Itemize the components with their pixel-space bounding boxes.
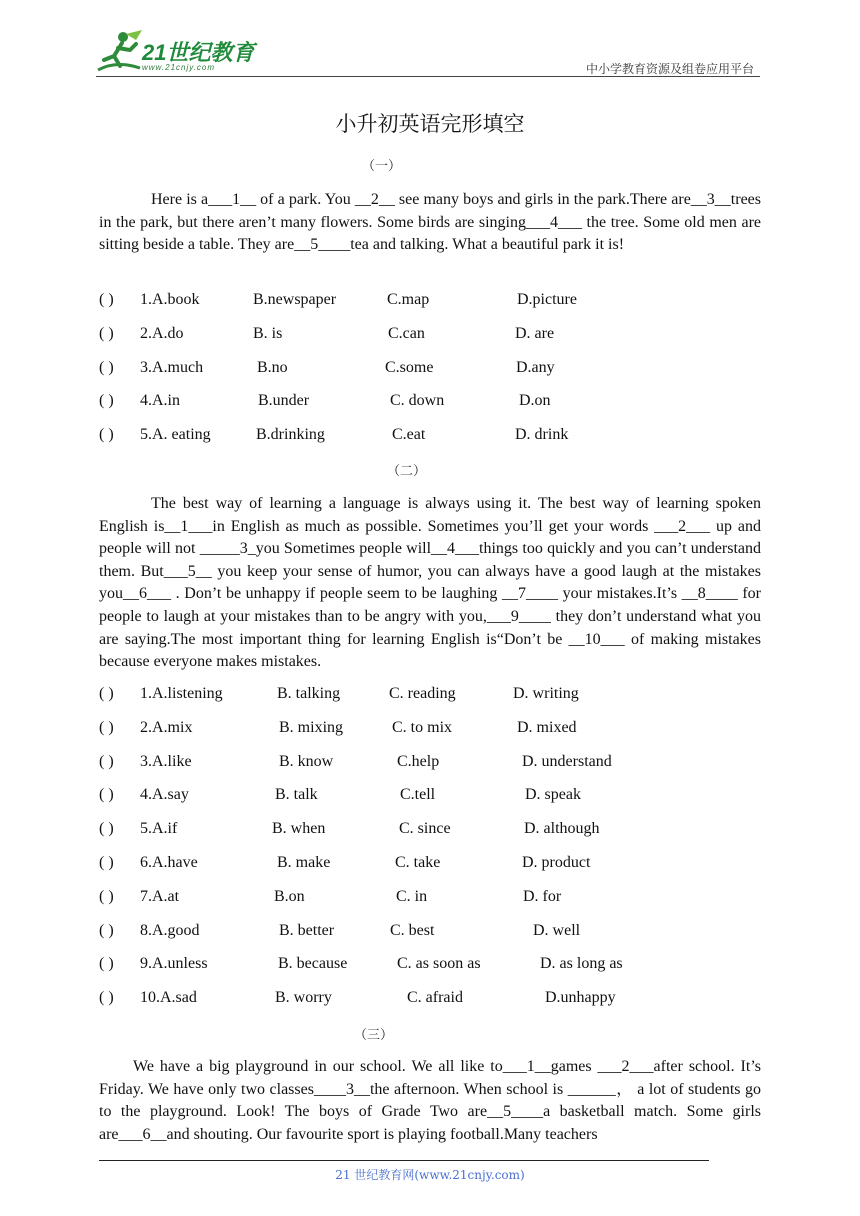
option-c: C. down [390,392,445,410]
option-d: D.picture [517,291,577,308]
option-c: C.help [397,752,440,770]
option-c: C. take [395,854,441,871]
section-number-1: （一） [362,159,402,174]
option-b: B.newspaper [253,291,337,308]
logo-wordmark: 21世纪教育 [142,40,255,65]
runner-icon [96,30,144,76]
option-d: D.any [516,358,555,376]
option-b: B. is [253,324,283,342]
option-b: B. make [277,854,331,871]
option-a: 9.A.unless [140,955,208,973]
option-a: 4.A.say [140,786,189,804]
page-title: 小升初英语完形填空 [335,112,525,136]
option-c: C.can [388,324,425,342]
option-a: 5.A.if [140,820,178,838]
option-b: B.no [257,358,288,376]
answer-blank[interactable]: ( ) [99,392,114,410]
option-b: B. talk [275,786,318,804]
option-d: D. for [523,887,562,905]
option-d: D. mixed [517,718,577,736]
option-c: C. afraid [407,989,463,1007]
option-d: D.on [519,392,551,410]
brand-logo [96,30,266,78]
option-b: B. because [278,955,348,973]
option-d: D. well [533,921,581,939]
option-d: D.unhappy [545,989,616,1007]
option-d: D. understand [522,752,612,770]
option-a: 1.A.book [140,291,200,308]
option-c: C.eat [392,426,426,444]
option-d: D. are [515,324,555,342]
option-b: B. talking [277,685,341,702]
answer-blank[interactable]: ( ) [99,752,114,770]
answer-blank[interactable]: ( ) [99,358,114,376]
answer-blank[interactable]: ( ) [99,786,114,804]
option-a: 10.A.sad [140,989,197,1007]
option-d: D. drink [515,426,569,444]
answer-blank[interactable]: ( ) [99,854,114,871]
option-d: D. speak [525,786,581,804]
answer-blank[interactable]: ( ) [99,921,114,939]
option-c: C.map [387,291,430,308]
option-b: B. know [279,752,334,770]
option-c: C.tell [400,786,436,804]
answer-blank[interactable]: ( ) [99,718,114,736]
page-footer: 21 世纪教育网(www.21cnjy.com) [335,1168,525,1182]
option-d: D. product [522,854,591,871]
option-d: D. as long as [540,955,623,973]
option-a: 8.A.good [140,921,200,939]
option-b: B.drinking [256,426,325,444]
header-divider [96,76,760,77]
section-number-3: （三） [354,1028,394,1043]
option-c: C. in [396,887,428,905]
option-a: 6.A.have [140,854,198,871]
passage-2: The best way of learning a language is always using it. The best way of learning spoken English is__1___in English as much as possible. Sometimes you’ll get your words ___2___ up and people will not _____3_you Sometimes people will__4___things too quickly and you can’t understand them. But___5__ you keep your sense of humor, you can always have a good laugh at the mistakes you__6___ . Don’t be unhappy if people seem to be laughing __7____ your mistakes.It’s __8____ for people to laugh at your mistakes than to be angry with you,___9____ they don’t understand what you are saying.The most important thing for learning English is“Don’t be __10___ of making mistakes because everyone makes mistakes. [99,495,761,671]
option-a: 4.A.in [140,392,180,410]
option-a: 1.A.listening [140,685,223,702]
footer-divider [99,1160,709,1161]
option-d: D. writing [513,685,579,702]
option-a: 5.A. eating [140,426,211,444]
platform-tagline: 中小学教育资源及组卷应用平台 [585,62,754,76]
answer-blank[interactable]: ( ) [99,989,114,1007]
answer-blank[interactable]: ( ) [99,887,114,905]
page-header [0,0,860,80]
answer-blank[interactable]: ( ) [99,324,114,342]
option-a: 3.A.much [140,358,204,376]
option-c: C. since [399,820,451,838]
answer-blank[interactable]: ( ) [99,291,114,308]
answer-blank[interactable]: ( ) [99,955,114,973]
answer-blank[interactable]: ( ) [99,685,114,702]
option-a: 2.A.do [140,324,184,342]
option-b: B. better [279,921,335,939]
option-b: B. when [272,820,326,838]
answer-blank[interactable]: ( ) [99,426,114,444]
option-c: C. to mix [392,718,453,736]
option-a: 7.A.at [140,887,180,905]
option-b: B.under [258,392,310,410]
passage-1: Here is a___1__ of a park. You __2__ see many boys and girls in the park.There are__3__trees in the park, but there aren’t many flowers. Some birds are singing___4___ the tree. Some old men are sitting beside a table. They are__5____tea and talking. What a beautiful park it is! [99,191,761,254]
option-b: B. worry [275,989,332,1007]
logo-url: www.21cnjy.com [142,63,215,72]
option-a: 3.A.like [140,752,192,770]
section-number-2: （二） [387,464,427,479]
answer-blank[interactable]: ( ) [99,820,114,838]
option-c: C. as soon as [397,955,481,973]
option-b: B. mixing [279,718,344,736]
option-c: C.some [385,358,434,376]
option-c: C. reading [389,685,456,702]
option-d: D. although [524,820,600,838]
passage-3: We have a big playground in our school. We all like to___1__games ___2___after school. It’s Friday. We have only two classes____3__the afternoon. When school is ______， a lot of students go to the playground. Look! The boys of Grade Two are__5____a basketball match. Some girls are___6__and shouting. Our favourite sport is playing football.Many teachers [99,1058,761,1143]
option-b: B.on [274,887,305,905]
option-a: 2.A.mix [140,718,193,736]
option-c: C. best [390,921,435,939]
